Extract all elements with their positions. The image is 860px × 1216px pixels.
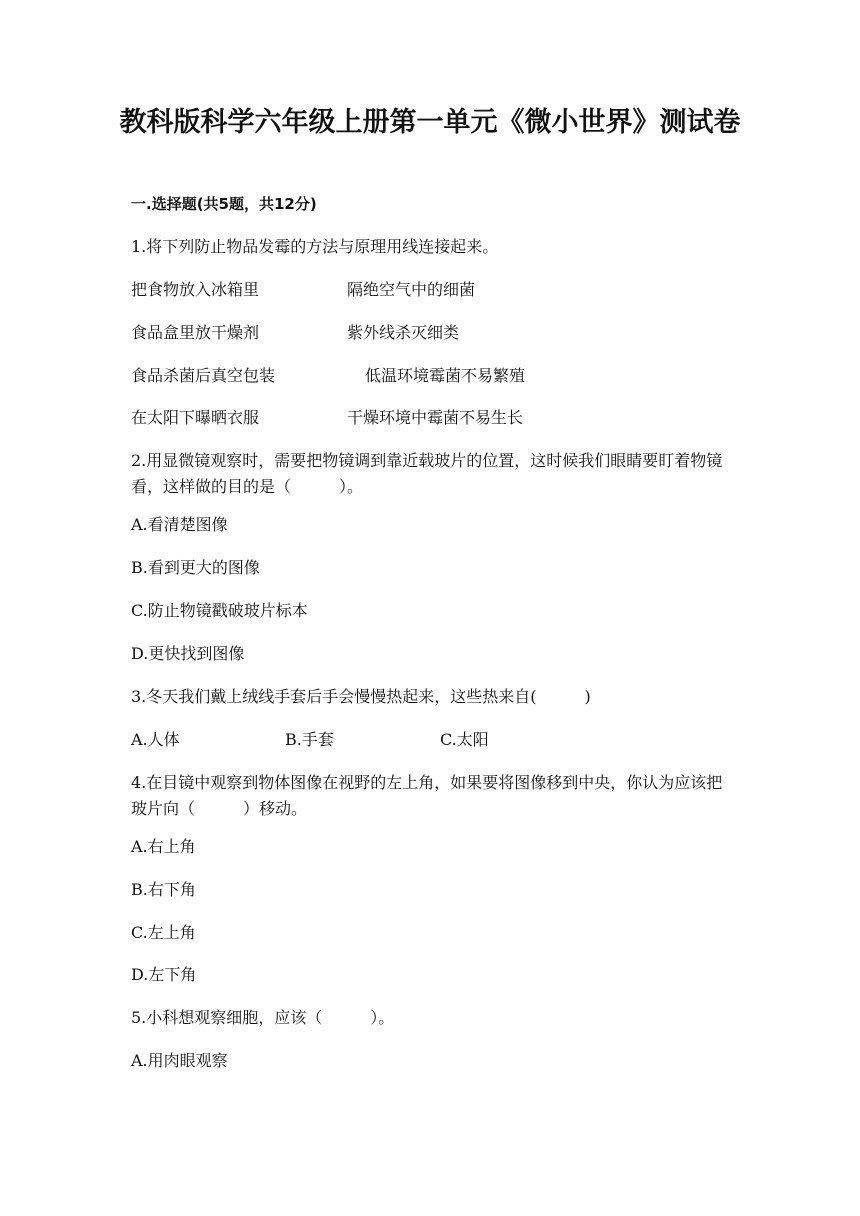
q2-option-a: A.看清楚图像 — [131, 515, 228, 534]
q1-right-item-2: 紫外线杀灭细类 — [347, 323, 460, 342]
q1-left-item-4: 在太阳下曝晒衣服 — [131, 408, 260, 427]
q4-option-a: A.右上角 — [131, 837, 196, 856]
page-title: 教科版科学六年级上册第一单元《微小世界》测试卷 — [119, 107, 741, 138]
q2-option-b: B.看到更大的图像 — [131, 558, 260, 577]
q1-left-item-3: 食品杀菌后真空包装 — [131, 366, 276, 385]
question-2-stem: 2.用显微镜观察时，需要把物镜调到靠近载玻片的位置，这时候我们眼睛要盯着物镜看，这样做的目的是（ ）。 — [131, 451, 723, 496]
question-4-stem: 4.在目镜中观察到物体图像在视野的左上角，如果要将图像移到中央，你认为应该把玻片向（ ）移动。 — [131, 773, 723, 818]
q3-option-b: B.手套 — [285, 730, 334, 749]
question-3-stem: 3.冬天我们戴上绒线手套后手会慢慢热起来，这些热来自( ) — [131, 687, 591, 706]
q2-option-c: C.防止物镜戳破玻片标本 — [131, 601, 308, 620]
q2-option-d: D.更快找到图像 — [131, 644, 245, 663]
q4-option-d: D.左下角 — [131, 965, 197, 984]
q3-option-c: C.太阳 — [440, 730, 489, 749]
question-5-stem: 5.小科想观察细胞，应该（ ）。 — [131, 1008, 395, 1027]
q1-right-item-1: 隔绝空气中的细菌 — [347, 280, 476, 299]
q3-option-a: A.人体 — [131, 730, 180, 749]
q4-option-c: C.左上角 — [131, 923, 196, 942]
q1-left-item-2: 食品盒里放干燥剂 — [131, 323, 260, 342]
section-heading: 一.选择题(共5题，共12分) — [131, 195, 317, 213]
q1-right-item-4: 干燥环境中霉菌不易生长 — [347, 408, 524, 427]
question-1-stem: 1.将下列防止物品发霉的方法与原理用线连接起来。 — [131, 237, 499, 256]
q1-left-item-1: 把食物放入冰箱里 — [131, 280, 260, 299]
q4-option-b: B.右下角 — [131, 880, 196, 899]
q5-option-a: A.用肉眼观察 — [131, 1051, 228, 1070]
q1-right-item-3: 低温环境霉菌不易繁殖 — [365, 366, 526, 385]
